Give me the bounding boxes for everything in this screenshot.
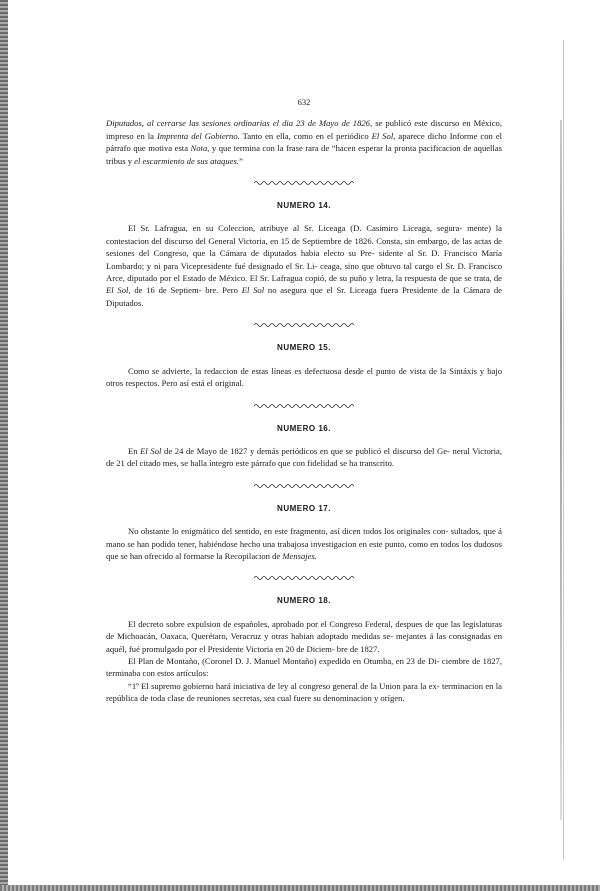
section-14-el-sol-2: El Sol xyxy=(241,285,265,296)
section-heading-16: NUMERO 16. xyxy=(277,423,331,433)
scan-left-edge xyxy=(0,0,8,891)
intro-italic-opening: Diputados, al cerrarse las sesiones ordinarias el dia 23 de Mayo de 1826, xyxy=(106,118,373,129)
section-16-paragraph xyxy=(106,445,502,470)
section-16-text-0: En xyxy=(128,445,141,456)
intro-nota: Nota, xyxy=(190,143,210,154)
intro-text-1: se publicó este discurso en México, impreso en la xyxy=(106,118,503,141)
intro-text-2: Tanto en ella, como en el periódico xyxy=(239,130,372,141)
section-heading-15: NUMERO 15. xyxy=(277,343,331,353)
section-14-el-sol-1: El Sol, xyxy=(106,285,131,296)
scan-right-shadow xyxy=(560,120,562,820)
page-number: 632 xyxy=(297,97,311,107)
section-heading-18: NUMERO 18. xyxy=(277,596,331,606)
wavy-rule-icon xyxy=(254,403,354,409)
ornamental-divider xyxy=(254,483,354,489)
intro-el-sol: El Sol, xyxy=(371,130,396,141)
section-17-mensajes: Mensajes. xyxy=(282,550,317,561)
section-18-paragraph-1: El decreto sobre expulsion de españoles, aprobado por el Congreso Federal, despues de que las legislaturas de Michoacán, Oaxaca, Querétaro, Veracruz y otras habian adoptado medidas se- mejantes á las consignadas en aquél, fué promulgado por el Presidente Victoria en 20 de Diciem- bre de 1827. xyxy=(106,618,502,654)
intro-text-3: aparece dicho Informe con el párrafo que motiva esta xyxy=(106,130,503,154)
section-heading-17: NUMERO 17. xyxy=(277,503,331,513)
section-18-paragraph-3: “1º El supremo gobierno hará iniciativa de ley al congreso general de la Union para la ex- terminacion en la república de toda clase de reuniones secretas, sea cual fuere su denominacion y orígen. xyxy=(106,680,502,704)
wavy-rule-icon xyxy=(254,180,354,186)
intro-escarmiento: el escarmiento de sus ataques. xyxy=(134,155,239,166)
scan-fold-line xyxy=(563,40,564,860)
section-15-text: Como se advierte, la redaccion de estas líneas es defectuosa desde el punto de vista de la Sintáxis y bajo otros respectos. Pero así está el original. xyxy=(106,365,502,389)
section-17-text: No obstante lo enigmático del sentido, en este fragmento, así dicen todos los originales con- sultados, que á mano se han podido tener, habiéndose hecho una trabajosa investigacion en este punto, como en todos los dudosos que se han ofrecido al formarse la Recopilacion de xyxy=(106,526,502,561)
section-14-text-2: de 16 de Septiem- bre. Pero xyxy=(130,285,242,296)
section-heading-14: NUMERO 14. xyxy=(277,201,331,211)
section-15-paragraph xyxy=(106,365,502,390)
ornamental-divider xyxy=(254,575,354,581)
ornamental-divider xyxy=(254,403,354,409)
intro-text-4: y que termina con la frase rara de “hacen esperar la pronta pacificacion de aquellas tribus y xyxy=(106,143,502,166)
wavy-rule-icon xyxy=(254,483,354,489)
section-18-paragraph-2: El Plan de Montaño, (Coronel D. J. Manuel Montaño) expedido en Otumba, en 23 de Di- ciembre de 1827, terminaba con estos artículos: xyxy=(106,655,502,679)
section-16-text-1: de 24 de Mayo de 1827 y demás periódicos en que se publicó el discurso del Ge- neral Victoria, de 21 del citado mes, se halla íntegro este párrafo que con fidelidad se ha transcrito. xyxy=(106,445,502,469)
wavy-rule-icon xyxy=(254,575,354,581)
section-14-paragraph xyxy=(106,222,502,309)
wavy-rule-icon xyxy=(254,322,354,328)
section-14-text-3: no asegura que el Sr. Liceaga fuera Presidente de la Cámara de Diputados. xyxy=(106,285,502,308)
document-page xyxy=(106,96,502,705)
section-16-el-sol: El Sol xyxy=(140,445,162,456)
section-17-paragraph xyxy=(106,525,502,562)
intro-imprenta: Imprenta del Gobierno. xyxy=(157,130,240,141)
intro-paragraph xyxy=(106,117,502,167)
ornamental-divider xyxy=(254,322,354,328)
intro-text-end: ” xyxy=(238,155,243,166)
ornamental-divider xyxy=(254,180,354,186)
section-14-text-1: El Sr. Lafragua, en su Coleccion, atribuye al Sr. Liceaga (D. Casimiro Liceaga, segura- mente) la contestacion del discurso del General Victoria, en 15 de Septiembre de 1826. Consta, sin embargo, de las actas de sesiones del Congreso, que la Cámara de diputados habia electo su Pre- sidente al Sr. D. Francisco María Lombardo; y ni para Vicepresidente fué designado el Sr. Li- ceaga, sino que obtuvo tal cargo el Sr. D. Francisco Arce, diputado por el Estado de México. El Sr. Lafragua copió, de su puño y letra, la respuesta de que se trata, de xyxy=(106,223,502,284)
scan-bottom-edge xyxy=(0,885,600,891)
